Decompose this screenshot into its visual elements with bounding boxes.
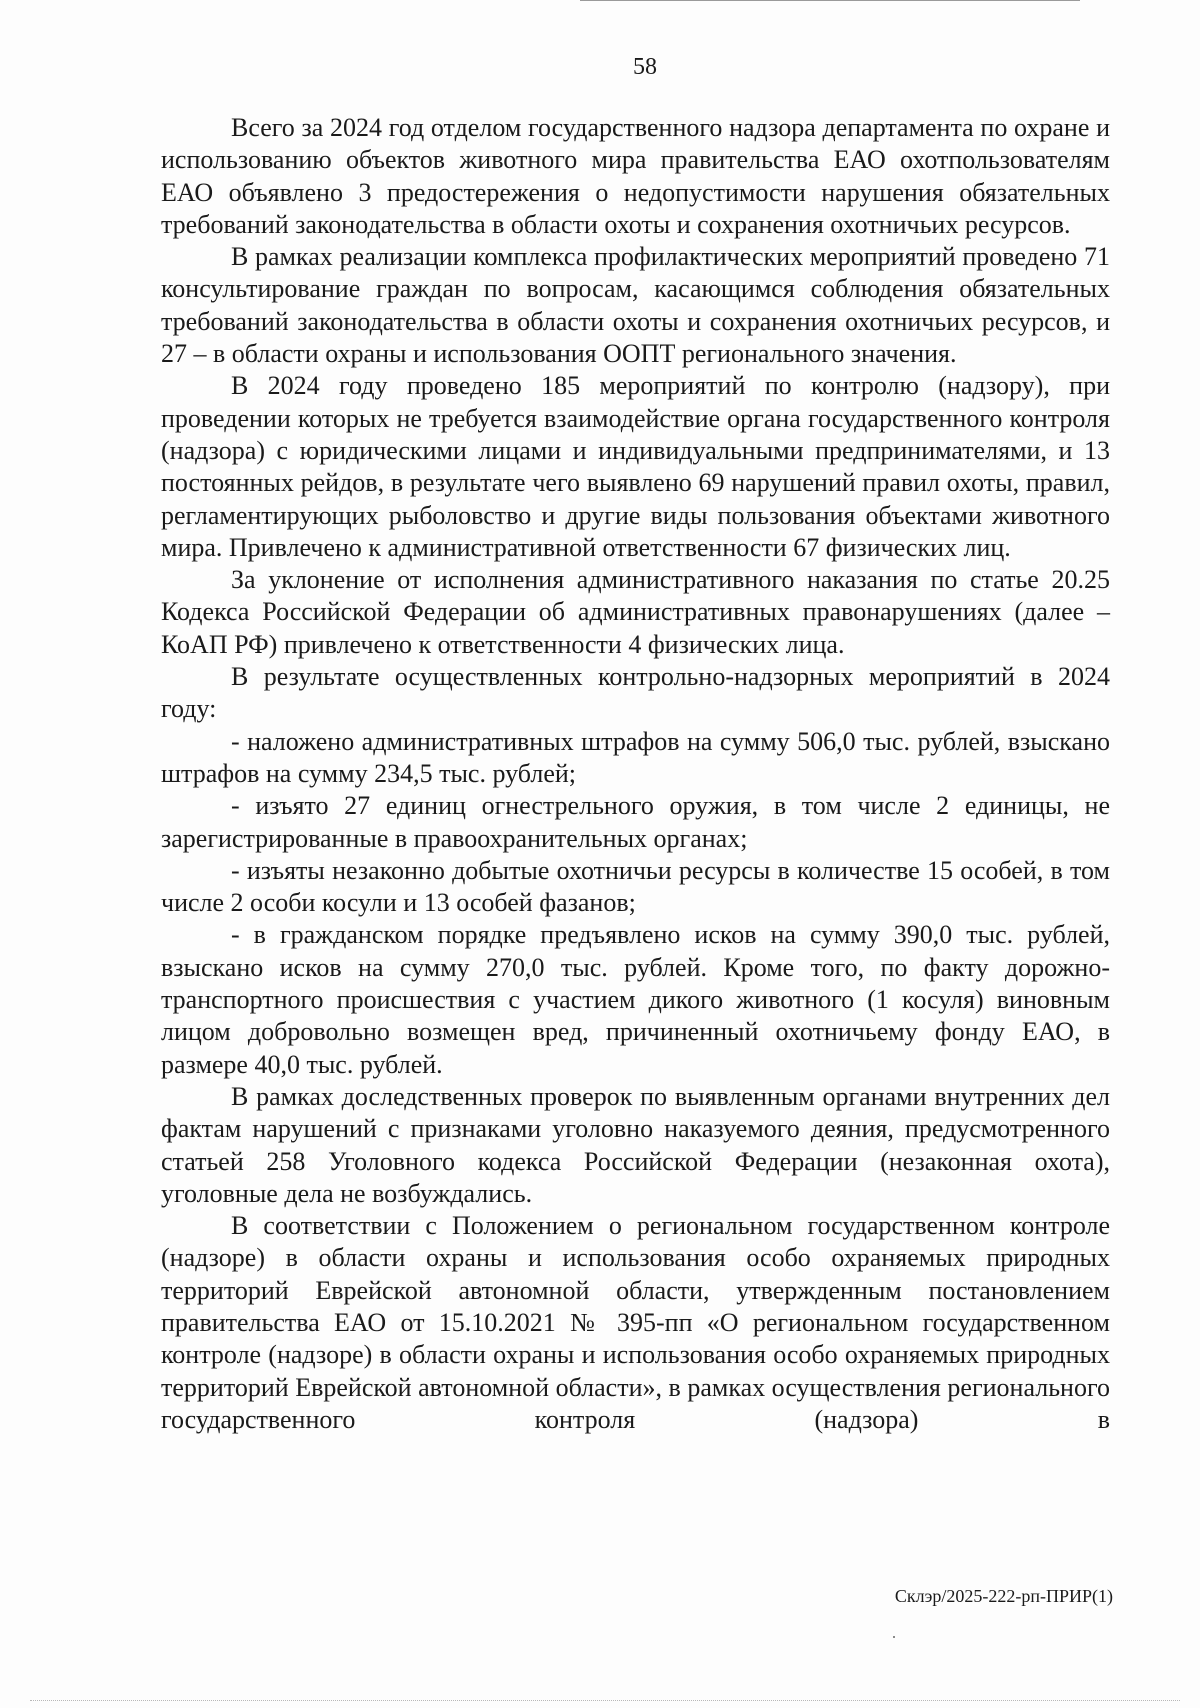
body-text	[161, 112, 1110, 1436]
list-item-seized-resources: - изъяты незаконно добытые охотничьи ресурсы в количестве 15 особей, в том числе 2 особи косули и 13 особей фазанов;	[161, 855, 1110, 918]
paragraph-criminal-checks: В рамках доследственных проверок по выявленным органами внутренних дел фактам нарушений с признаками уголовно наказуемого деяния, предусмотренного статьей 258 Уголовного кодекса Российской Федерации (незаконная охота), уголовные дела не возбуждались.	[161, 1081, 1110, 1208]
paragraph-evasion: За уклонение от исполнения административного наказания по статье 20.25 Кодекса Российской Федерации об административных правонарушениях (далее – КоАП РФ) привлечено к ответственности 4 физических лица.	[161, 565, 1110, 659]
document-code: Склэр/2025-222-рп-ПРИР(1)	[894, 1586, 1113, 1606]
list-item-fines: - наложено административных штрафов на сумму 506,0 тыс. рублей, взыскано штрафов на сумму 234,5 тыс. рублей;	[161, 726, 1110, 788]
paragraph-control-measures: В 2024 году проведено 185 мероприятий по контролю (надзору), при проведении которых не требуется взаимодействие органа государственного контроля (надзора) с юридическими лицами и индивидуальными предпринимателями, и 13 постоянных рейдов, в результате чего выявлено 69 нарушений правил охоты, правил, регламентирующих рыболовство и другие виды пользования объектами животного мира. Привлечено к административной ответственности 67 физических лиц.	[161, 371, 1110, 562]
paragraph-regulation: В соответствии с Положением о региональном государственном контроле (надзоре) в области охраны и использования особо охраняемых природных территорий Еврейской автономной области, утвержденным постановлением правительства ЕАО от 15.10.2021 № 395-пп «О региональном государственном контроле (надзоре) в области охраны и использования особо охраняемых природных территорий Еврейской автономной области», в рамках осуществления регионального государственного контроля (надзора) в	[161, 1211, 1110, 1434]
scan-speck	[893, 1636, 895, 1638]
list-item-civil-claims: - в гражданском порядке предъявлено исков на сумму 390,0 тыс. рублей, взыскано исков на сумму 270,0 тыс. рублей. Кроме того, по факту дорожно-транспортного происшествия с участием дикого животного (1 косуля) виновным лицом добровольно возмещен вред, причиненный охотничьему фонду ЕАО, в размере 40,0 тыс. рублей.	[161, 920, 1110, 1079]
paragraph-warnings: Всего за 2024 год отделом государственного надзора департамента по охране и использованию объектов животного мира правительства ЕАО охотпользователям ЕАО объявлено 3 предостережения о недопустимости нарушения обязательных требований законодательства в области охоты и сохранения охотничьих ресурсов.	[161, 113, 1110, 239]
paragraph-results-intro: В результате осуществленных контрольно-надзорных мероприятий в 2024 году:	[161, 662, 1110, 724]
page-number: 58	[633, 54, 657, 80]
paragraph-consultations: В рамках реализации комплекса профилактических мероприятий проведено 71 консультирование граждан по вопросам, касающимся соблюдения обязательных требований законодательства в области охоты и сохранения охотничьих ресурсов, и 27 – в области охраны и использования ООПТ регионального значения.	[161, 242, 1110, 369]
list-item-weapons: - изъято 27 единиц огнестрельного оружия, в том числе 2 единицы, не зарегистрированные в правоохранительных органах;	[161, 791, 1110, 853]
scan-top-edge	[580, 0, 1080, 1]
scan-bottom-edge	[30, 1700, 1180, 1701]
